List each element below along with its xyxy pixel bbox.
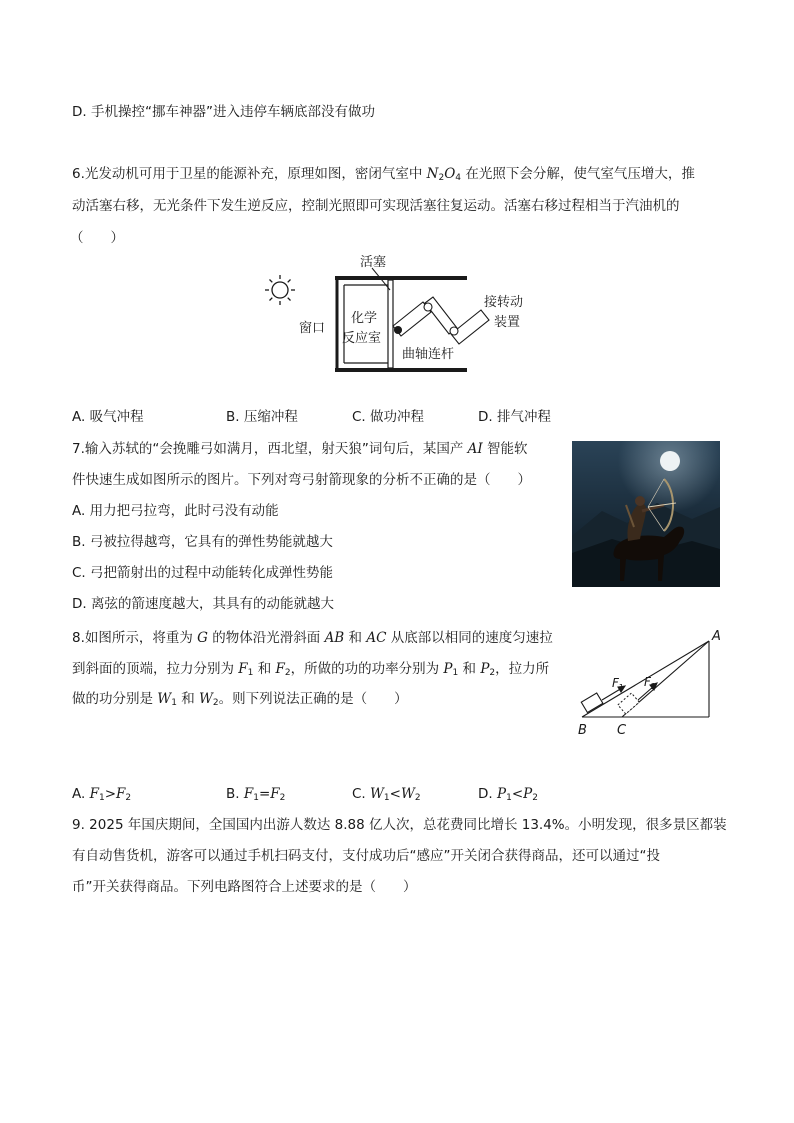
q8-text: 和 [253,661,276,677]
opt-rel: < [389,786,401,802]
label-crank: 曲轴连杆 [402,347,455,362]
opt-sym: P [496,786,507,802]
label-f1-f: F [612,676,619,690]
q8-sym-p: P [443,661,453,677]
q8-sym-w: W [199,691,213,707]
q8-text: 从底部以相同的速度匀速拉 [386,630,553,646]
opt-sym: F [270,786,280,802]
opt-sub: 1 [383,793,390,803]
q7-ai: AI [467,441,483,457]
q8-text: 和 [176,691,200,707]
label-a: A [712,629,721,644]
archer-image [572,441,720,587]
q8-sub: 1 [452,668,459,678]
block-on-ac [618,693,639,714]
opt-sub: 2 [414,793,421,803]
q6-option-b: B. 压缩冲程 [226,409,298,425]
q8-sub: 2 [489,668,496,678]
label-piston: 活塞 [360,255,387,270]
q7-option-d: D. 离弦的箭速度越大，其具有的动能就越大 [72,596,334,612]
q6-option-a: A. 吸气冲程 [72,409,144,425]
q7-option-b: B. 弓被拉得越弯，它具有的弹性势能就越大 [72,534,333,550]
q8-text: 到斜面的顶端，拉力分别为 [72,661,239,677]
opt-sym: F [243,786,254,802]
label-window: 窗口 [299,321,326,336]
q8-option-d [478,784,538,808]
q6-stem-line1 [72,164,695,188]
q8-option-a [72,784,131,808]
q6-stem-line3: （ ） [70,230,124,246]
q6-text: 在光照下会分解，使气室气压增大，推 [461,166,695,182]
opt-sym: W [370,786,384,802]
q7-text: 7.输入苏轼的“会挽雕弓如满月，西北望，射天狼”词句后，某国产 [72,441,468,457]
opt-rel: = [258,786,271,802]
opt-prefix: D. [478,786,497,802]
q7-option-a: A. 用力把弓拉弯，此时弓没有动能 [72,503,279,519]
opt-sub: 1 [98,793,105,803]
label-f1-sub: 1 [618,683,624,692]
q8-option-b [226,784,285,808]
block-on-ab [581,693,603,713]
label-f2 [644,675,656,691]
opt-sub: 1 [506,793,512,803]
q8-text: 和 [344,630,367,646]
q8-text: 做的功分别是 [72,691,158,707]
opt-sym: F [116,786,126,802]
q8-text: ，所做的功的功率分别为 [290,661,444,677]
q8-sub: 1 [171,698,177,708]
q8-sym-g: G [197,630,208,646]
q6-formula-sub: 2 [438,173,445,183]
label-b: B [578,723,587,738]
q9-stem-line3: 币”开关获得商品。下列电路图符合上述要求的是（ ） [72,879,417,895]
q8-text: ，拉力所 [495,661,550,677]
q8-text: 8.如图所示，将重为 [72,630,198,646]
q8-sym-w: W [157,691,172,707]
label-chamber-1: 化学 [351,311,378,326]
q6-formula-sub: 4 [455,173,462,183]
label-f2-sub: 2 [650,682,656,691]
incline-diagram [572,624,732,742]
q8-option-c [352,784,421,808]
q7-stem-line1 [72,439,528,459]
q6-text: 6.光发动机可用于卫星的能源补充，原理如图，密闭气室中 [72,166,427,182]
q7-option-c: C. 弓把箭射出的过程中动能转化成弹性势能 [72,565,334,581]
label-f2-f: F [644,675,651,689]
q8-sym-f: F [275,661,285,677]
opt-sub: 2 [125,793,132,803]
opt-sym: F [89,786,99,802]
q8-sym-p: P [480,661,490,677]
opt-sub: 2 [532,793,538,803]
q8-sub: 2 [284,668,291,678]
opt-prefix: C. [352,786,371,802]
q8-sym-ab: AB [324,630,345,646]
q8-sub: 1 [247,668,254,678]
q8-text: 和 [458,661,481,677]
opt-sym: W [400,786,415,802]
q7-text: 智能软 [482,441,528,457]
sun-icon [265,275,295,305]
q8-text: 。则下列说法正确的是（ ） [218,691,408,707]
opt-rel: < [511,786,524,802]
crank-rod [393,297,489,344]
q8-text: 的物体沿光滑斜面 [207,630,325,646]
opt-sub: 1 [253,793,259,803]
q9-stem-line2: 有自动售货机，游客可以通过手机扫码支付，支付成功后“感应”开关闭合获得商品，还可以通过“投 [72,848,660,864]
q6-formula-o: O [444,166,456,182]
label-c: C [617,723,627,738]
opt-sym: P [523,786,533,802]
q6-stem-line2: 动活塞右移，无光条件下发生逆反应，控制光照即可实现活塞往复运动。活塞右移过程相当于汽油机的 [72,198,680,214]
opt-sub: 2 [279,793,286,803]
q8-sym-f: F [238,661,248,677]
q6-option-c: C. 做功冲程 [352,409,425,425]
moon-icon [660,451,680,471]
q6-formula-n: N [426,166,439,182]
q8-stem-line1 [72,628,553,648]
q8-sym-ac: AC [366,630,387,646]
q8-stem-line2 [72,659,549,683]
label-f1 [612,676,624,692]
label-connect-2: 装置 [494,315,521,330]
q9-stem-line1: 9. 2025 年国庆期间，全国国内出游人数达 8.88 亿人次，总花费同比增长 13.4%。小明发现，很多景区都装 [72,817,727,833]
q6-option-d: D. 排气冲程 [478,409,551,425]
label-connect-1: 接转动 [484,295,524,310]
opt-prefix: B. [226,786,244,802]
opt-prefix: A. [72,786,90,802]
label-chamber-2: 反应室 [342,331,382,346]
q5-option-d: D. 手机操控“挪车神器”进入违停车辆底部没有做功 [72,104,375,120]
opt-rel: > [104,786,117,802]
q8-stem-line3 [72,689,408,713]
q8-sub: 2 [212,698,219,708]
engine-diagram [262,250,534,380]
q7-stem-line2: 件快速生成如图所示的图片。下列对弯弓射箭现象的分析不正确的是（ ） [72,472,531,488]
